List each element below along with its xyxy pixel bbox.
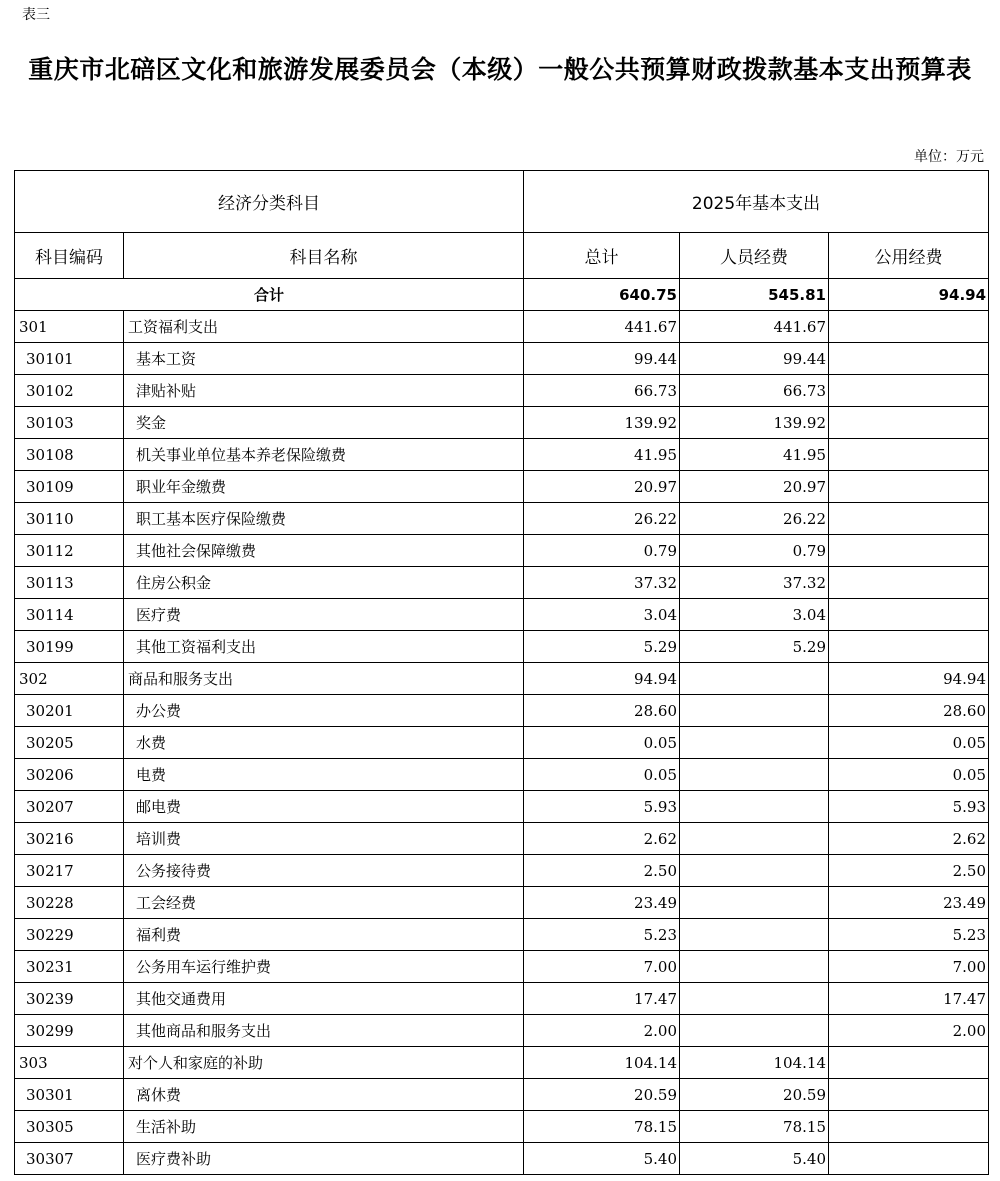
- row-code: 30201: [15, 695, 124, 727]
- row-name: 工资福利支出: [124, 311, 524, 343]
- table-row: [15, 855, 989, 887]
- row-name: 基本工资: [124, 343, 524, 375]
- row-total: 0.05: [524, 727, 680, 759]
- row-code: 30205: [15, 727, 124, 759]
- table-row: [15, 823, 989, 855]
- header-economic-class: 经济分类科目: [15, 171, 524, 233]
- row-total: 66.73: [524, 375, 680, 407]
- table-row: [15, 1111, 989, 1143]
- table-row: [15, 887, 989, 919]
- row-total: 99.44: [524, 343, 680, 375]
- row-code: 30299: [15, 1015, 124, 1047]
- row-code: 30216: [15, 823, 124, 855]
- row-personnel: 3.04: [680, 599, 829, 631]
- row-code: 30207: [15, 791, 124, 823]
- table-row: [15, 951, 989, 983]
- table-row: [15, 1143, 989, 1175]
- row-personnel: 441.67: [680, 311, 829, 343]
- row-personnel: [680, 823, 829, 855]
- row-public: [829, 1143, 989, 1175]
- row-personnel: [680, 887, 829, 919]
- row-name: 其他交通费用: [124, 983, 524, 1015]
- table-row: [15, 791, 989, 823]
- row-name: 福利费: [124, 919, 524, 951]
- row-code: 30239: [15, 983, 124, 1015]
- row-code: 30229: [15, 919, 124, 951]
- total-row: [15, 279, 989, 311]
- row-total: 441.67: [524, 311, 680, 343]
- row-total: 5.23: [524, 919, 680, 951]
- row-public: 0.05: [829, 727, 989, 759]
- row-public: [829, 503, 989, 535]
- row-public: [829, 407, 989, 439]
- row-public: [829, 535, 989, 567]
- row-name: 生活补助: [124, 1111, 524, 1143]
- row-public: 5.23: [829, 919, 989, 951]
- table-row: [15, 535, 989, 567]
- row-name: 办公费: [124, 695, 524, 727]
- row-total: 2.62: [524, 823, 680, 855]
- row-name: 离休费: [124, 1079, 524, 1111]
- table-row: [15, 439, 989, 471]
- total-public: 94.94: [829, 279, 989, 311]
- row-name: 公务接待费: [124, 855, 524, 887]
- row-name: 职工基本医疗保险缴费: [124, 503, 524, 535]
- row-name: 住房公积金: [124, 567, 524, 599]
- row-code: 30217: [15, 855, 124, 887]
- row-name: 其他商品和服务支出: [124, 1015, 524, 1047]
- row-code: 30108: [15, 439, 124, 471]
- row-personnel: [680, 983, 829, 1015]
- row-public: 28.60: [829, 695, 989, 727]
- table-row: [15, 375, 989, 407]
- row-total: 37.32: [524, 567, 680, 599]
- row-personnel: 26.22: [680, 503, 829, 535]
- row-name: 公务用车运行维护费: [124, 951, 524, 983]
- row-personnel: 104.14: [680, 1047, 829, 1079]
- row-personnel: [680, 759, 829, 791]
- total-total: 640.75: [524, 279, 680, 311]
- row-code: 30113: [15, 567, 124, 599]
- row-total: 2.50: [524, 855, 680, 887]
- table-row: [15, 983, 989, 1015]
- page-title: 重庆市北碚区文化和旅游发展委员会（本级）一般公共预算财政拨款基本支出预算表: [28, 55, 972, 84]
- row-personnel: 5.40: [680, 1143, 829, 1175]
- row-public: [829, 1079, 989, 1111]
- table-number: 表三: [22, 7, 50, 23]
- row-public: 94.94: [829, 663, 989, 695]
- row-code: 30103: [15, 407, 124, 439]
- row-code: 30112: [15, 535, 124, 567]
- row-code: 30206: [15, 759, 124, 791]
- row-code: 30110: [15, 503, 124, 535]
- table-row: [15, 471, 989, 503]
- row-total: 28.60: [524, 695, 680, 727]
- row-name: 邮电费: [124, 791, 524, 823]
- row-code: 30101: [15, 343, 124, 375]
- row-personnel: 99.44: [680, 343, 829, 375]
- table-row: [15, 311, 989, 343]
- row-personnel: 37.32: [680, 567, 829, 599]
- table-row: [15, 727, 989, 759]
- table-row: [15, 599, 989, 631]
- row-name: 水费: [124, 727, 524, 759]
- row-code: 30114: [15, 599, 124, 631]
- row-personnel: [680, 855, 829, 887]
- row-total: 26.22: [524, 503, 680, 535]
- row-public: [829, 1111, 989, 1143]
- row-personnel: [680, 663, 829, 695]
- table-row: [15, 407, 989, 439]
- row-public: 0.05: [829, 759, 989, 791]
- row-code: 303: [15, 1047, 124, 1079]
- row-public: [829, 343, 989, 375]
- row-total: 7.00: [524, 951, 680, 983]
- row-personnel: 41.95: [680, 439, 829, 471]
- row-name: 其他工资福利支出: [124, 631, 524, 663]
- row-total: 139.92: [524, 407, 680, 439]
- table-row: [15, 343, 989, 375]
- table-row: [15, 1047, 989, 1079]
- row-total: 5.40: [524, 1143, 680, 1175]
- table-row: [15, 631, 989, 663]
- table-row: [15, 663, 989, 695]
- table-row: [15, 919, 989, 951]
- table-row: [15, 567, 989, 599]
- row-total: 104.14: [524, 1047, 680, 1079]
- row-code: 30228: [15, 887, 124, 919]
- row-public: 2.00: [829, 1015, 989, 1047]
- row-personnel: 0.79: [680, 535, 829, 567]
- table-row: [15, 759, 989, 791]
- row-total: 5.93: [524, 791, 680, 823]
- row-public: [829, 471, 989, 503]
- row-name: 对个人和家庭的补助: [124, 1047, 524, 1079]
- row-code: 30301: [15, 1079, 124, 1111]
- row-total: 94.94: [524, 663, 680, 695]
- row-personnel: [680, 919, 829, 951]
- row-public: [829, 567, 989, 599]
- row-public: [829, 311, 989, 343]
- row-personnel: 78.15: [680, 1111, 829, 1143]
- row-total: 0.05: [524, 759, 680, 791]
- table-row: [15, 1079, 989, 1111]
- row-total: 5.29: [524, 631, 680, 663]
- budget-table: [14, 170, 989, 1175]
- row-personnel: [680, 1015, 829, 1047]
- row-total: 2.00: [524, 1015, 680, 1047]
- row-name: 其他社会保障缴费: [124, 535, 524, 567]
- row-name: 职业年金缴费: [124, 471, 524, 503]
- row-code: 30231: [15, 951, 124, 983]
- row-total: 17.47: [524, 983, 680, 1015]
- row-total: 20.59: [524, 1079, 680, 1111]
- row-code: 30307: [15, 1143, 124, 1175]
- row-name: 培训费: [124, 823, 524, 855]
- row-total: 23.49: [524, 887, 680, 919]
- row-name: 津贴补贴: [124, 375, 524, 407]
- row-public: 23.49: [829, 887, 989, 919]
- header-name: 科目名称: [124, 233, 524, 279]
- table-row: [15, 695, 989, 727]
- row-personnel: 20.59: [680, 1079, 829, 1111]
- row-personnel: [680, 727, 829, 759]
- row-personnel: 5.29: [680, 631, 829, 663]
- row-code: 302: [15, 663, 124, 695]
- row-public: [829, 439, 989, 471]
- row-name: 奖金: [124, 407, 524, 439]
- header-public: 公用经费: [829, 233, 989, 279]
- table-row: [15, 1015, 989, 1047]
- row-personnel: [680, 951, 829, 983]
- row-code: 30199: [15, 631, 124, 663]
- table-row: [15, 503, 989, 535]
- row-code: 30109: [15, 471, 124, 503]
- row-personnel: [680, 695, 829, 727]
- row-public: 17.47: [829, 983, 989, 1015]
- row-name: 电费: [124, 759, 524, 791]
- header-personnel: 人员经费: [680, 233, 829, 279]
- row-total: 0.79: [524, 535, 680, 567]
- row-code: 30305: [15, 1111, 124, 1143]
- unit-label: 单位：万元: [914, 149, 984, 165]
- row-total: 3.04: [524, 599, 680, 631]
- row-name: 工会经费: [124, 887, 524, 919]
- row-total: 78.15: [524, 1111, 680, 1143]
- row-total: 41.95: [524, 439, 680, 471]
- row-name: 机关事业单位基本养老保险缴费: [124, 439, 524, 471]
- row-name: 医疗费补助: [124, 1143, 524, 1175]
- row-public: 5.93: [829, 791, 989, 823]
- row-code: 30102: [15, 375, 124, 407]
- row-name: 医疗费: [124, 599, 524, 631]
- row-personnel: 20.97: [680, 471, 829, 503]
- row-public: [829, 1047, 989, 1079]
- row-public: [829, 599, 989, 631]
- row-personnel: 66.73: [680, 375, 829, 407]
- row-personnel: [680, 791, 829, 823]
- header-year-basic: 2025年基本支出: [524, 171, 989, 233]
- total-personnel: 545.81: [680, 279, 829, 311]
- row-name: 商品和服务支出: [124, 663, 524, 695]
- row-public: [829, 631, 989, 663]
- row-public: [829, 375, 989, 407]
- header-code: 科目编码: [15, 233, 124, 279]
- total-label: 合计: [15, 279, 524, 311]
- row-public: 2.62: [829, 823, 989, 855]
- row-public: 7.00: [829, 951, 989, 983]
- row-public: 2.50: [829, 855, 989, 887]
- header-total: 总计: [524, 233, 680, 279]
- row-total: 20.97: [524, 471, 680, 503]
- row-code: 301: [15, 311, 124, 343]
- row-personnel: 139.92: [680, 407, 829, 439]
